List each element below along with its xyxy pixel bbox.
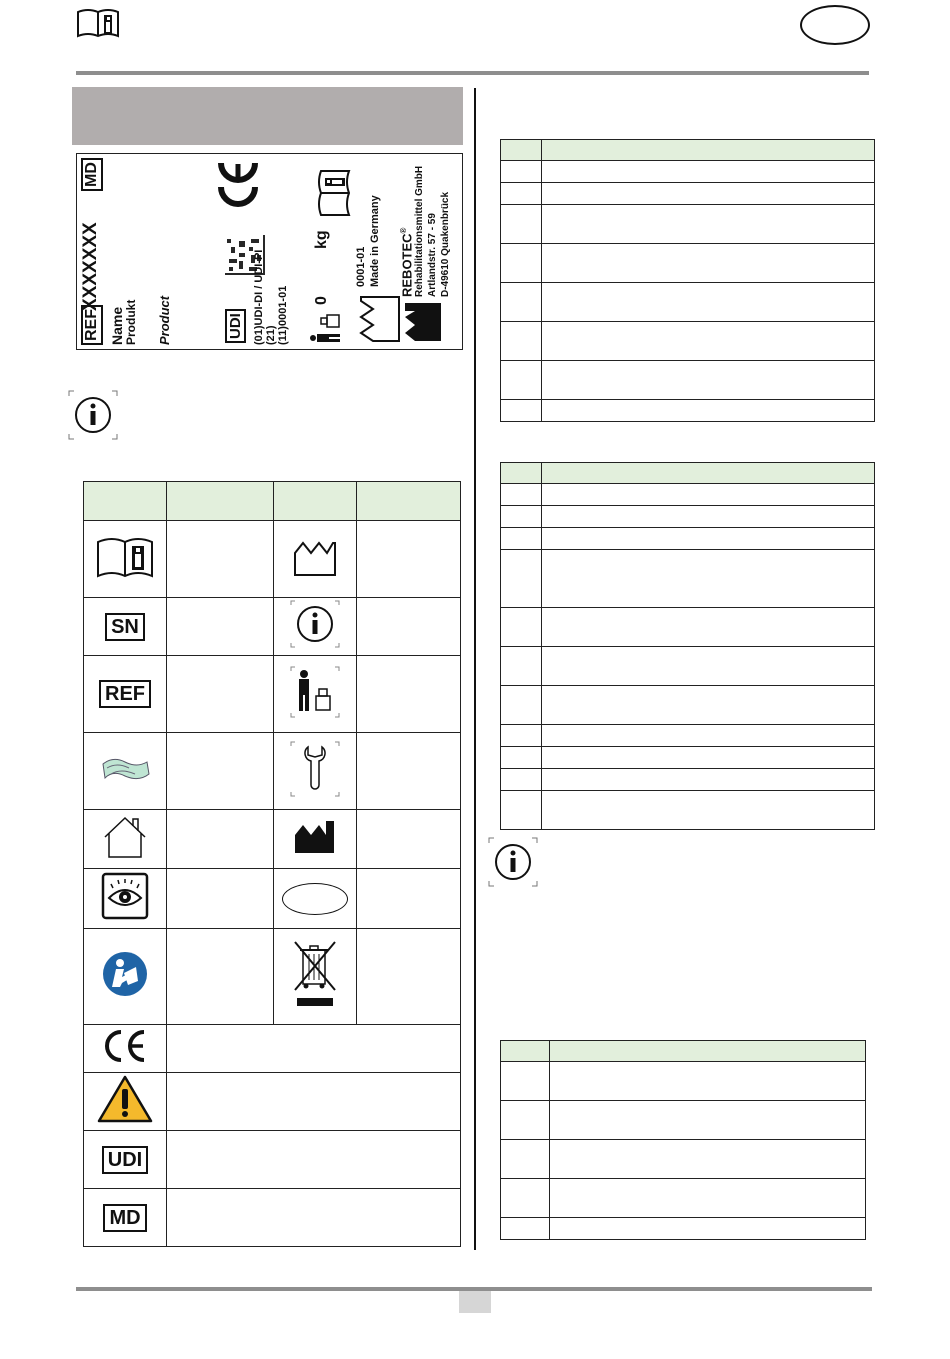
table-cell: [501, 183, 542, 205]
table-cell: [501, 686, 542, 725]
table-cell: [542, 550, 875, 608]
table-cell: [550, 1101, 866, 1140]
header-rule: [76, 71, 869, 75]
symbol-cell: [274, 869, 357, 929]
label-company: Rehabilitationsmittel GmbH: [414, 165, 425, 297]
symbol-cell: [274, 656, 357, 733]
symbol-desc-cell: [357, 810, 461, 869]
symbol-desc-cell: [357, 869, 461, 929]
info-icon: [488, 837, 538, 887]
table-cell: [501, 1140, 550, 1179]
label-brand: REBOTEC: [399, 233, 415, 297]
table-cell: [542, 361, 875, 400]
label-weight-value: 0: [313, 296, 330, 305]
label-ref-box: REF: [81, 305, 103, 345]
table-cell: [501, 528, 542, 550]
table-cell: [501, 791, 542, 830]
table-cell: [501, 769, 542, 791]
table-cell: [542, 608, 875, 647]
symbol-cell: [84, 1189, 167, 1247]
table-cell: [542, 400, 875, 422]
symbol-desc-cell: [357, 656, 461, 733]
label-manual-icon: [317, 169, 356, 217]
table-cell: [550, 1179, 866, 1218]
table-cell: [542, 161, 875, 183]
table-cell: [550, 1140, 866, 1179]
udi-box: UDI: [102, 1146, 148, 1174]
label-date-code: 0001-01: [355, 246, 367, 287]
info-icon: [290, 600, 340, 648]
table-cell: [542, 791, 875, 830]
symbol-cell: [84, 598, 167, 656]
table-cell: [542, 205, 875, 244]
symbol-cell: [274, 810, 357, 869]
product-label: [76, 153, 463, 350]
table-cell: [501, 161, 542, 183]
symbol-cell: [84, 1073, 167, 1131]
symbol-cell: [274, 598, 357, 656]
symbol-cell: [84, 1025, 167, 1073]
table-cell: [501, 400, 542, 422]
table-cell: [501, 506, 542, 528]
warning-triangle-icon: [96, 1074, 154, 1124]
symbol-desc-wide-cell: [167, 1189, 461, 1247]
label-brand-mark: ®: [399, 227, 408, 234]
table-cell: [550, 1062, 866, 1101]
instructions-manual-icon: [96, 536, 154, 578]
table-cell: [501, 322, 542, 361]
info-icon: [68, 390, 118, 440]
table-cell: [501, 1179, 550, 1218]
symbols-header-cell: [84, 482, 167, 521]
parts-table-2: [500, 462, 875, 830]
label-product: Product: [157, 295, 172, 345]
column-divider: [474, 88, 476, 1250]
manufacturer-icon: [403, 301, 448, 343]
table-cell: [501, 725, 542, 747]
symbol-cell: [84, 810, 167, 869]
max-user-weight-icon: [290, 666, 340, 718]
symbol-cell: [84, 733, 167, 810]
label-udi-line2: (21): [265, 325, 277, 345]
label-weight-unit: kg: [313, 230, 330, 249]
table-cell: [542, 528, 875, 550]
table-header-num: [501, 463, 542, 484]
symbol-desc-cell: [167, 656, 274, 733]
section-title-bar: [72, 87, 463, 145]
symbol-desc-cell: [167, 869, 274, 929]
parts-table-3: [500, 1040, 866, 1240]
table-cell: [501, 747, 542, 769]
table-header-desc: [550, 1041, 866, 1062]
table-cell: [542, 647, 875, 686]
symbol-desc-cell: [357, 521, 461, 598]
label-ce-mark: [217, 159, 264, 209]
visual-inspection-icon: [101, 872, 149, 920]
symbol-cell: [84, 1131, 167, 1189]
table-cell: [550, 1218, 866, 1240]
symbol-cell: [274, 733, 357, 810]
table-cell: [542, 686, 875, 725]
table-cell: [542, 484, 875, 506]
language-badge: [800, 5, 870, 45]
table-cell: [501, 361, 542, 400]
country-oval-badge: [282, 883, 348, 915]
read-manual-icon: [102, 951, 148, 997]
table-cell: [542, 506, 875, 528]
table-header-desc: [542, 463, 875, 484]
table-cell: [542, 725, 875, 747]
table-cell: [501, 205, 542, 244]
symbol-desc-cell: [357, 733, 461, 810]
page-number-box: [459, 1291, 491, 1313]
date-of-manufacture-icon: [357, 295, 406, 343]
table-cell: [501, 1218, 550, 1240]
date-of-manufacture-icon: [293, 537, 337, 577]
table-header-desc: [542, 140, 875, 161]
table-cell: [501, 647, 542, 686]
label-udi-line3: (11)0001-01: [277, 285, 289, 345]
manual-info-icon: [76, 8, 120, 38]
symbol-cell: [84, 656, 167, 733]
reference-number-box: REF: [99, 680, 151, 708]
ce-mark-icon: [102, 1029, 148, 1063]
table-cell: [542, 769, 875, 791]
symbols-header-cell: [274, 482, 357, 521]
symbol-desc-cell: [167, 598, 274, 656]
symbol-desc-cell: [167, 810, 274, 869]
table-cell: [542, 747, 875, 769]
table-cell: [501, 244, 542, 283]
symbols-table: [83, 481, 461, 1247]
table-cell: [542, 322, 875, 361]
table-cell: [501, 608, 542, 647]
serial-number-box: SN: [105, 613, 145, 641]
label-street: Artlandstr. 57 - 59: [427, 213, 438, 297]
table-cell: [542, 244, 875, 283]
label-md-box: MD: [81, 158, 103, 191]
wrench-icon: [290, 741, 340, 797]
table-cell: [542, 183, 875, 205]
symbol-desc-cell: [357, 929, 461, 1025]
table-header-num: [501, 1041, 550, 1062]
symbol-desc-cell: [167, 521, 274, 598]
label-city: D-49610 Quakenbrück: [440, 191, 451, 297]
parts-table-1: [500, 139, 875, 422]
label-udi-line1: (01)UDI-DI / UDI-PI: [253, 249, 265, 345]
table-cell: [501, 1062, 550, 1101]
table-cell: [501, 283, 542, 322]
symbol-cell: [84, 521, 167, 598]
label-produkt: Produkt: [124, 299, 138, 345]
symbol-desc-wide-cell: [167, 1131, 461, 1189]
table-cell: [542, 283, 875, 322]
label-udi-box: UDI: [225, 309, 246, 343]
symbol-desc-cell: [167, 733, 274, 810]
symbol-desc-wide-cell: [167, 1025, 461, 1073]
table-cell: [501, 1101, 550, 1140]
label-name: Name: [109, 306, 125, 345]
symbol-cell: [274, 929, 357, 1025]
symbols-header-cell: [167, 482, 274, 521]
symbol-cell: [274, 521, 357, 598]
person-weight-icon: [309, 311, 346, 345]
medical-device-box: MD: [103, 1204, 146, 1232]
table-cell: [501, 484, 542, 506]
cleaning-cloth-icon: [99, 754, 151, 784]
symbol-desc-cell: [167, 929, 274, 1025]
symbol-desc-cell: [357, 598, 461, 656]
table-header-num: [501, 140, 542, 161]
table-cell: [501, 550, 542, 608]
symbol-cell: [84, 929, 167, 1025]
label-ref-value: XXXXXXX: [80, 222, 101, 311]
weee-bin-icon: [291, 938, 339, 1010]
symbols-header-cell: [357, 482, 461, 521]
indoor-use-icon: [101, 815, 149, 859]
symbol-cell: [84, 869, 167, 929]
manufacturer-icon: [293, 819, 337, 855]
symbol-desc-wide-cell: [167, 1073, 461, 1131]
label-made-in: Made in Germany: [369, 195, 381, 287]
